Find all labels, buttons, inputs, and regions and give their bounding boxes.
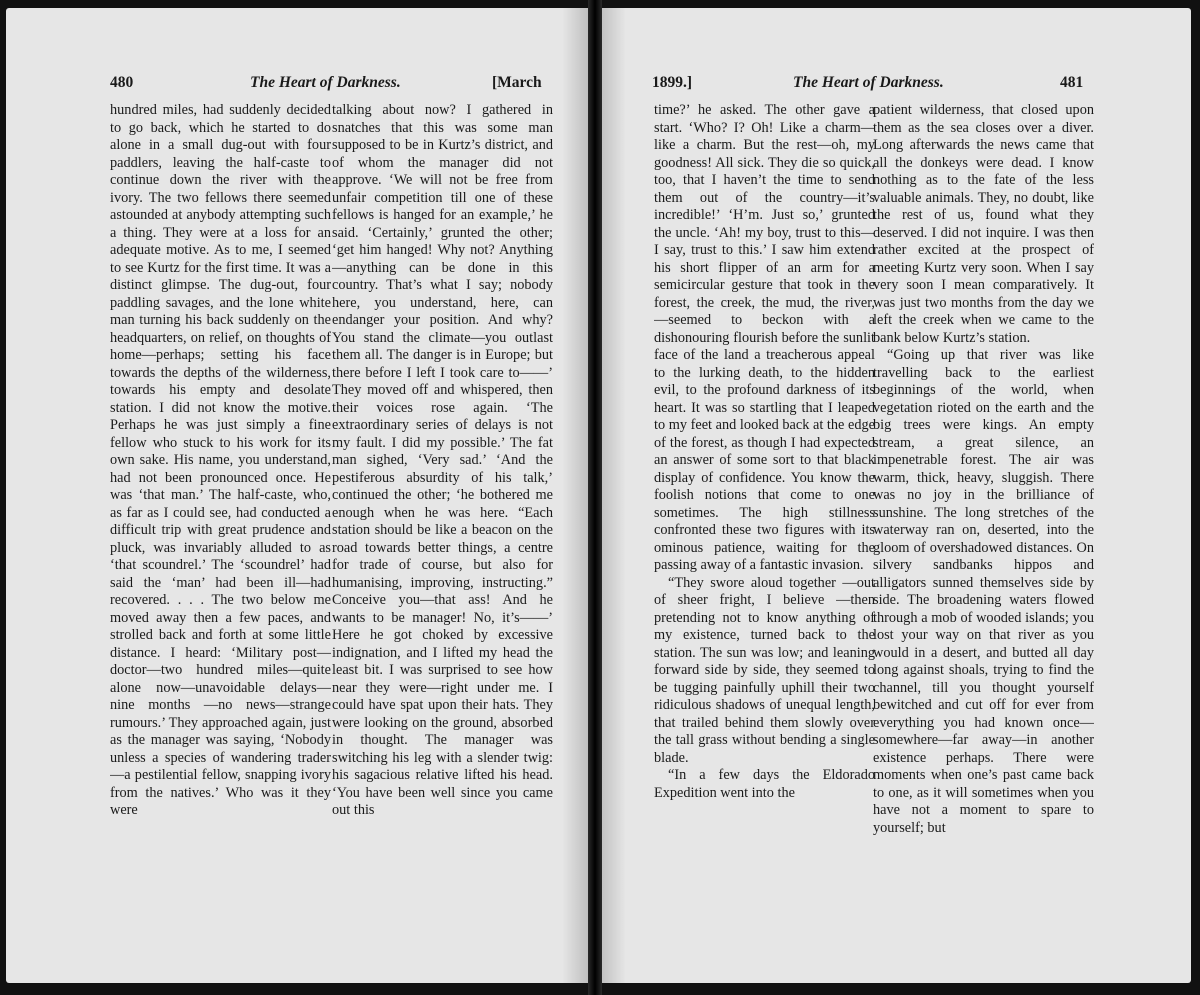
paragraph: patient wilderness, that closed upon them as the sea closes over a diver. Long afterwards the news came that all the donkeys were dead. I know nothing as to the fate of the less valuable animals. They, no doubt, like the rest of us, found what they deserved. I did not inquire. I was then rather excited at the prospect of meeting Kurtz very soon. When I say very soon I mean comparatively. It was just two months from the day we left the creek when we came to the bank below Kurtz’s station. (873, 102, 1094, 346)
left-column-2 (332, 102, 553, 862)
right-page-number: 481 (1060, 74, 1084, 91)
right-page-date: 1899.] (652, 74, 693, 91)
paragraph: talking about now? I gathered in snatches that this was some man supposed to be in Kurtz’s district, and of whom the manager did not approve. ‘We will not be free from unfair competition till one of these fellows is hanged for an example,’ he said. ‘Certainly,’ grunted the other; ‘get him hanged! Why not? Anything—anything can be done in this country. That’s what I say; nobody here, you understand, here, can endanger your position. And why? You stand the climate—you outlast them all. The danger is in Europe; but there before I left I took care to——’ They moved off and whispered, then their voices rose again. ‘The extraordinary series of delays is not my fault. I did my possible.’ The fat man sighed, ‘Very sad.’ ‘And the pestiferous absurdity of his talk,’ continued the other; ‘he bothered me enough when he was here. “Each station should be like a beacon on the road towards better things, a centre for trade of course, but also for humanising, improving, instructing.” Conceive you—that ass! And he wants to be manager! No, it’s——’ Here he got choked by excessive indignation, and I lifted my head the least bit. I was surprised to see how near they were—right under me. I could have spat upon their hats. They were looking on the ground, absorbed in thought. The manager was switching his leg with a slender twig: his sagacious relative lifted his head. ‘You have been well since you came out this (332, 102, 553, 818)
paragraph: hundred miles, had suddenly decided to go back, which he started to do alone in a small dug-out with four paddlers, leaving the half-caste to continue down the river with the ivory. The two fellows there seemed astounded at anybody attempting such a thing. They were at a loss for an adequate motive. As to me, I seemed to see Kurtz for the first time. It was a distinct glimpse. The dug-out, four paddling savages, and the lone white man turning his back suddenly on the headquarters, on relief, on thoughts of home—perhaps; setting his face towards the depths of the wilderness, towards his empty and desolate station. I did not know the motive. Perhaps he was just simply a fine fellow who stuck to his work for its own sake. His name, you understand, had not been pronounced once. He was ‘that man.’ The half-caste, who, as far as I could see, had conducted a difficult trip with great prudence and pluck, was invariably alluded to as ‘that scoundrel.’ The ‘scoundrel’ had said the ‘man’ had been ill—had recovered. . . . The two below me moved away then a few paces, and strolled back and forth at some little distance. I heard: ‘Military post—doctor—two hundred miles—quite alone now—unavoidable delays—nine months —no news—strange rumours.’ They approached again, just as the manager was saying, ‘Nobody unless a species of wandering trader—a pestilential fellow, snapping ivory from the natives.’ Who was it they were (110, 102, 331, 818)
paragraph: “In a few days the Eldorado Expedition went into the (654, 767, 875, 801)
right-column-1 (654, 102, 875, 862)
left-running-title: The Heart of Darkness. (250, 74, 401, 91)
right-page-header (600, 74, 1190, 96)
right-column-2 (873, 102, 1094, 862)
paragraph: “Going up that river was like travelling back to the earliest beginnings of the world, when vegetation rioted on the earth and the big trees were kings. An empty stream, a great silence, an impenetrable forest. The air was warm, thick, heavy, sluggish. There was no joy in the brilliance of sunshine. The long stretches of the waterway ran on, deserted, into the gloom of overshadowed distances. On silvery sandbanks hippos and alligators sunned themselves side by side. The broadening waters flowed through a mob of wooded islands; you lost your way on that river as you would in a desert, and butted all day long against shoals, trying to find the channel, till you thought yourself bewitched and cut off for ever from everything you had known once—somewhere—far away—in another existence perhaps. There were moments when one’s past came back to one, as it will sometimes when you have not a moment to spare to yourself; but (873, 347, 1094, 836)
left-page-date: [March (492, 74, 542, 91)
left-page-number: 480 (110, 74, 134, 91)
book-gutter (588, 0, 602, 995)
left-page-header (0, 74, 590, 96)
paragraph: time?’ he asked. The other gave a start. ‘Who? I? Oh! Like a charm—like a charm. But the rest—oh, my goodness! All sick. They die so quick, too, that I haven’t the time to send them out of the country—it’s incredible!’ ‘H’m. Just so,’ grunted the uncle. ‘Ah! my boy, trust to this—I say, trust to this.’ I saw him extend his short flipper of an arm for a semicircular gesture that took in the forest, the creek, the mud, the river, —seemed to beckon with a dishonouring flourish before the sunlit face of the land a treacherous appeal to the lurking death, to the hidden evil, to the profound darkness of its heart. It was so startling that I leaped to my feet and looked back at the edge of the forest, as though I had expected an answer of some sort to that black display of confidence. You know the foolish notions that come to one sometimes. The high stillness confronted these two figures with its ominous patience, waiting for the passing away of a fantastic invasion. (654, 102, 875, 573)
left-column-1 (110, 102, 331, 862)
right-running-title: The Heart of Darkness. (793, 74, 944, 91)
paragraph: “They swore aloud together —out of sheer fright, I believe —then pretending not to know anything of my existence, turned back to the station. The sun was low; and leaning forward side by side, they seemed to be tugging painfully uphill their two ridiculous shadows of unequal length, that trailed behind them slowly over the tall grass without bending a single blade. (654, 574, 875, 766)
